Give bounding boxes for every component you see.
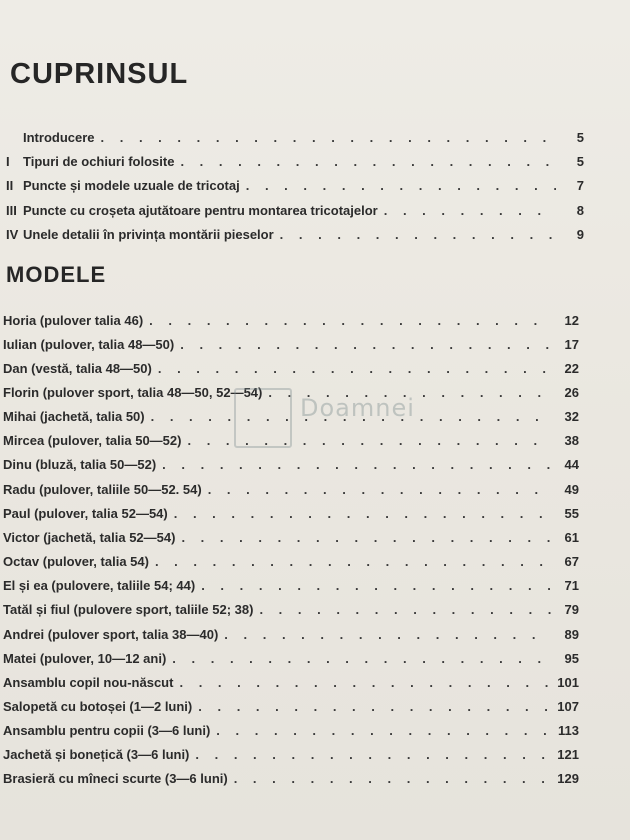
leader-dots [181, 530, 551, 545]
leader-dots [179, 675, 551, 690]
entry-title: Dan (vestă, talia 48—50) [3, 361, 152, 376]
page-number: 5 [576, 154, 584, 169]
entry-title: Dinu (bluză, talia 50—52) [3, 457, 157, 472]
toc-entry [6, 203, 584, 218]
entry-title: Salopetă cu botoșei (1—2 luni) [3, 699, 193, 714]
leader-dots [234, 771, 551, 786]
page-number: 121 [557, 747, 579, 762]
entry-title: Tatăl și fiul (pulovere sport, taliile 52; 38) [3, 602, 254, 617]
chapter-number: IV [6, 227, 19, 242]
leader-dots [246, 178, 556, 193]
entry-title: Brasieră cu mîneci scurte (3—6 luni) [3, 771, 228, 786]
entry-title: Iulian (pulover, talia 48—50) [3, 337, 175, 352]
chapter-number: I [6, 154, 10, 169]
leader-dots [216, 723, 551, 738]
toc-entry [3, 723, 579, 738]
page-number: 129 [557, 771, 579, 786]
toc-entry [3, 699, 579, 714]
toc-entry [3, 457, 579, 472]
toc-entry [3, 337, 579, 352]
page-number: 44 [564, 457, 579, 472]
entry-title: El și ea (pulovere, taliile 54; 44) [3, 578, 196, 593]
toc-entry [6, 130, 584, 145]
entry-title: Ansamblu pentru copii (3—6 luni) [3, 723, 211, 738]
leader-dots [155, 554, 551, 569]
toc-entry [3, 313, 579, 328]
leader-dots [101, 130, 556, 145]
leader-dots [259, 602, 551, 617]
page-number: 38 [564, 433, 579, 448]
toc-entry [3, 554, 579, 569]
entry-title: Horia (pulover talia 46) [3, 313, 144, 328]
entry-title: Mircea (pulover, talia 50—52) [3, 433, 182, 448]
page-number: 9 [576, 227, 584, 242]
toc-entry [6, 227, 584, 242]
toc-entry [3, 506, 579, 521]
contents-heading: CUPRINSUL [10, 58, 189, 90]
page-number: 55 [564, 506, 579, 521]
page-number: 95 [564, 651, 579, 666]
page-number: 8 [576, 203, 584, 218]
toc-entry [3, 771, 579, 786]
page-number: 12 [564, 313, 579, 328]
entry-title: Tipuri de ochiuri folosite [23, 154, 175, 169]
watermark-stamp [234, 384, 415, 448]
leader-dots [172, 651, 551, 666]
toc-entry [3, 747, 579, 762]
entry-title: Unele detalii în privința montării pieselor [23, 227, 274, 242]
leader-dots [201, 578, 551, 593]
toc-entry [3, 602, 579, 617]
leader-dots [174, 506, 551, 521]
page-number: 89 [564, 627, 579, 642]
page-number: 26 [564, 385, 579, 400]
chapter-number: III [6, 203, 17, 218]
leader-dots [195, 747, 551, 762]
page-number: 113 [558, 723, 579, 738]
entry-title: Puncte cu croșeta ajutătoare pentru montarea tricotajelor [23, 203, 378, 218]
toc-entry [6, 178, 584, 193]
page-number: 101 [557, 675, 579, 690]
toc-entry [3, 530, 579, 545]
entry-title: Ansamblu copil nou-născut [3, 675, 174, 690]
page-number: 71 [564, 578, 579, 593]
leader-dots [208, 482, 551, 497]
entry-title: Mihai (jachetă, talia 50) [3, 409, 145, 424]
leader-dots [180, 337, 551, 352]
page-number: 49 [564, 482, 579, 497]
page-number: 107 [557, 699, 579, 714]
entry-title: Victor (jachetă, talia 52—54) [3, 530, 176, 545]
leader-dots [158, 361, 551, 376]
leader-dots [224, 627, 551, 642]
toc-entry [3, 361, 579, 376]
toc-entry [3, 627, 579, 642]
watermark-logo [234, 388, 292, 448]
entry-title: Octav (pulover, talia 54) [3, 554, 149, 569]
page-number: 22 [564, 361, 579, 376]
entry-title: Introducere [23, 130, 95, 145]
leader-dots [384, 203, 556, 218]
entry-title: Jachetă și bonețică (3—6 luni) [3, 747, 190, 762]
page-number: 5 [576, 130, 584, 145]
entry-title: Andrei (pulover sport, talia 38—40) [3, 627, 219, 642]
toc-entry [3, 675, 579, 690]
toc-entry [3, 651, 579, 666]
page-number: 7 [576, 178, 584, 193]
entry-title: Radu (pulover, taliile 50—52. 54) [3, 482, 202, 497]
page-number: 17 [564, 337, 579, 352]
entry-title: Paul (pulover, talia 52—54) [3, 506, 168, 521]
entry-title: Puncte și modele uzuale de tricotaj [23, 178, 240, 193]
toc-entry [3, 578, 579, 593]
leader-dots [149, 313, 551, 328]
leader-dots [162, 457, 551, 472]
leader-dots [180, 154, 556, 169]
entry-title: Florin (pulover sport, talia 48—50, 52—54) [3, 385, 263, 400]
toc-entry [3, 482, 579, 497]
page-number: 67 [564, 554, 579, 569]
page-number: 32 [564, 409, 579, 424]
page-number: 61 [564, 530, 579, 545]
page-number: 79 [564, 602, 579, 617]
watermark-text: Doamnei [300, 394, 415, 422]
models-heading: MODELE [6, 262, 107, 287]
leader-dots [198, 699, 551, 714]
toc-entry [6, 154, 584, 169]
chapter-number: II [6, 178, 14, 193]
entry-title: Matei (pulover, 10—12 ani) [3, 651, 167, 666]
leader-dots [280, 227, 556, 242]
